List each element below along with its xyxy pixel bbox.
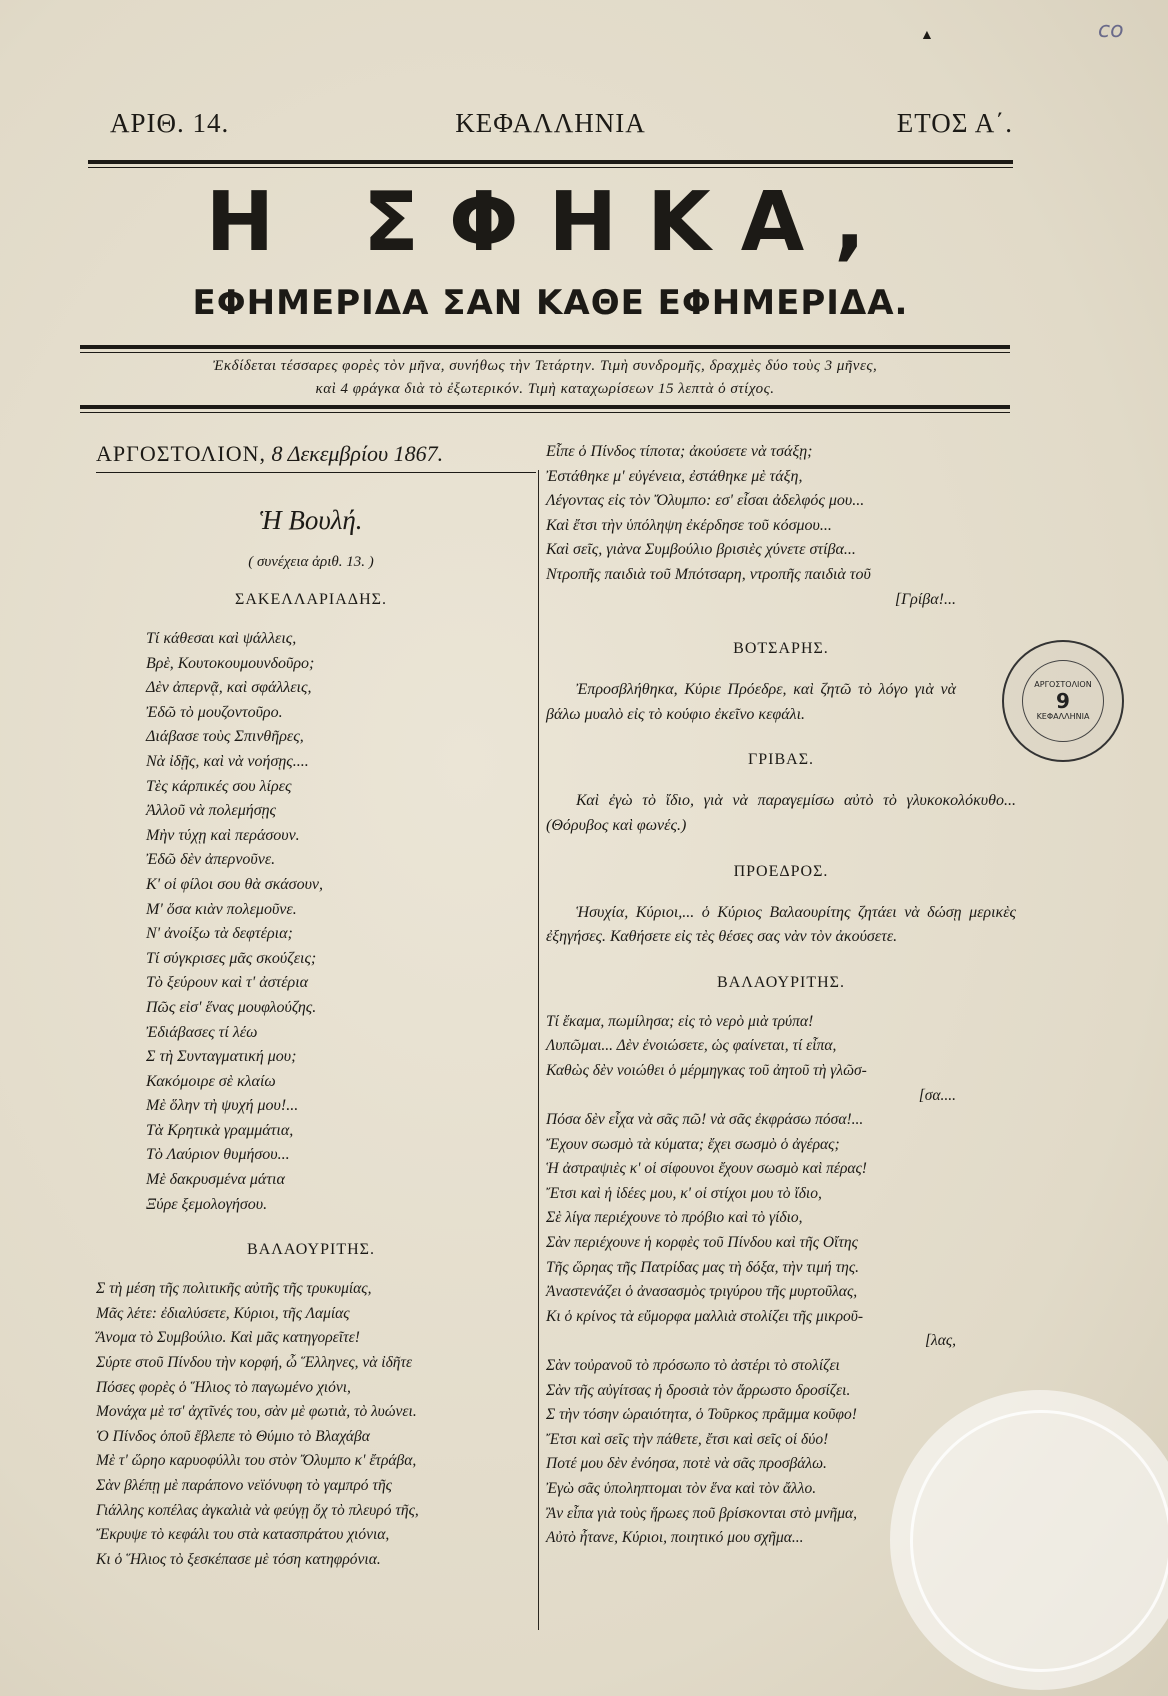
library-seal bbox=[890, 1390, 1168, 1690]
verse-line: [Γρίβα!... bbox=[894, 590, 956, 608]
notice-rule-top-thin bbox=[80, 352, 1010, 353]
stamp-line-2: 9 bbox=[1056, 689, 1070, 713]
verse-line: Βρὲ, Κουτοκουμουνδοῦρο; bbox=[146, 654, 315, 672]
speech-botsaris: Ἐπροσβλήθηκα, Κύριε Πρόεδρε, καὶ ζητῶ τὸ λόγο γιὰ νὰ βάλω μυαλὸ εἰς τὸ κούφιο ἐκεῖνο κεφάλι. bbox=[546, 681, 956, 723]
speaker-valaoritis-right: ΒΑΛΑΟΥΡΙΤΗΣ. bbox=[717, 973, 845, 991]
verse-line: Ἡ ἀστραψιὲς κ' οἱ σίφουνοι ἔχουν σωσμὸ καὶ πέρας! bbox=[546, 1160, 867, 1178]
notice-line-1: Ἐκδίδεται τέσσαρες φορὲς τὸν μῆνα, συνήθως τὴν Τετάρτην. Τιμὴ συνδρομῆς, δραχμὲς δύο τοὺς 3 μῆνες, bbox=[212, 358, 878, 374]
postal-stamp bbox=[1002, 640, 1124, 762]
verse-line: Πῶς εἰσ' ἕνας μουφλούζης. bbox=[146, 998, 317, 1016]
speaker-grivas: ΓΡΙΒΑΣ. bbox=[747, 751, 814, 769]
verse-line: Τὲς κάρπικές σου λίρες bbox=[146, 777, 292, 795]
column-divider bbox=[538, 470, 539, 1630]
verse-line: Κι ὁ Ἥλιος τὸ ξεσκέπασε μὲ τόση κατηφρόνια. bbox=[96, 1550, 381, 1568]
verse-line: Λέγοντας εἰς τὸν Ὄλυμπο: εσ' εἶσαι ἀδελφός μου... bbox=[546, 492, 865, 510]
notice-rule-top bbox=[80, 345, 1010, 349]
verse-line: Ἐδῶ δὲν ἀπερνοῦνε. bbox=[146, 851, 276, 869]
verse-line: Σύρτε στοῦ Πίνδου τὴν κορφή, ὦ Ἕλληνες, νὰ ἰδῆτε bbox=[96, 1354, 413, 1372]
verse-line: Ἄνομα τὸ Συμβούλιο. Καὶ μᾶς κατηγορεῖτε! bbox=[96, 1329, 360, 1347]
speaker-botsaris: ΒΟΤΣΑΡΗΣ. bbox=[733, 640, 829, 658]
verse-line: Ἐστάθηκε μ' εὐγένεια, ἐστάθηκε μὲ τάξη, bbox=[546, 467, 803, 485]
verse-line: Κι ὁ κρίνος τὰ εὔμορφα μαλλιὰ στολίζει τῆς μικροῦ- bbox=[546, 1307, 864, 1325]
verse-line: Τὸ ξεύρουν καὶ τ' ἀστέρια bbox=[146, 974, 309, 992]
verse-line: Κ' οἱ φίλοι σου θὰ σκάσουν, bbox=[146, 875, 324, 893]
speaker-valaoritis: ΒΑΛΑΟΥΡΙΤΗΣ. bbox=[247, 1241, 375, 1259]
subscription-notice bbox=[80, 355, 1010, 401]
newspaper-subtitle: ΕΦΗΜΕΡΙΔΑ ΣΑΝ ΚΑΘΕ ΕΦΗΜΕΡΙΔΑ. bbox=[192, 283, 909, 323]
verse-valaoritis-left bbox=[96, 1277, 526, 1572]
ink-dot: ▲ bbox=[920, 28, 934, 43]
verse-line: [λας, bbox=[924, 1332, 956, 1350]
verse-line: Ἐδιάβασες τί λέω bbox=[146, 1023, 258, 1041]
speech-proedros: Ἡσυχία, Κύριοι,... ὁ Κύριος Βαλαουρίτης ζητάει νὰ δώσῃ μερικὲς ἐξηγήσες. Καθήσετε εἰς τὲς θέσες σας νὰν τὸν ἀκούσετε. bbox=[546, 903, 1016, 946]
verse-line: Ἐγὼ σᾶς ὑποληπτομαι τὸν ἕνα καὶ τὸν ἄλλο. bbox=[546, 1480, 817, 1497]
verse-line: Τί ἔκαμα, πωμίλησα; εἰς τὸ νερὸ μιὰ τρύπα! bbox=[546, 1012, 814, 1030]
verse-line: Μὴν τύχῃ καὶ περάσουν. bbox=[146, 826, 300, 844]
verse-line: Τὸ Λαύριον θυμήσου... bbox=[146, 1146, 290, 1164]
verse-line: Πόσες φορὲς ὁ Ἥλιος τὸ παγωμένο χιόνι, bbox=[96, 1378, 351, 1396]
verse-line: Ἔχουν σωσμὸ τὰ κύματα; ἔχει σωσμὸ ὁ ἀγέρας; bbox=[546, 1135, 840, 1153]
verse-line: Καὶ ἔτσι τὴν ὑπόληψη ἐκέρδησε τοῦ κόσμου... bbox=[546, 516, 832, 534]
notice-rule-bottom bbox=[80, 405, 1010, 409]
masthead-rule-top-thin bbox=[88, 167, 1013, 168]
verse-line: Ὁ Πίνδος ὁποῦ ἔβλεπε τὸ Θύμιο τὸ Βλαχάβα bbox=[96, 1427, 370, 1445]
verse-line: Ἔτσι καὶ ἡ ἰδέες μου, κ' οἱ στίχοι μου τὸ ἴδιο, bbox=[546, 1184, 822, 1202]
verse-line: Ἔτσι καὶ σεῖς τὴν πάθετε, ἔτσι καὶ σεῖς οἱ δύο! bbox=[546, 1430, 829, 1448]
notice-line-2: καὶ 4 φράγκα διὰ τὸ ἐξωτερικόν. Τιμὴ καταχωρίσεων 15 λεπτὰ ὁ στίχος. bbox=[315, 381, 775, 397]
postal-stamp-inner bbox=[1022, 660, 1104, 742]
publication-place: ΚΕΦΑΛΛΗΝΙΑ bbox=[455, 108, 646, 138]
verse-line: Σ τὴ Συνταγματική μου; bbox=[146, 1048, 297, 1066]
verse-line: Σὰν βλέπῃ μὲ παράπονο νεϊόνυφη τὸ γαμπρό τῆς bbox=[96, 1477, 392, 1494]
verse-line: Γιάλλης κοπέλας ἀγκαλιὰ νὰ φεύγῃ ὄχ τὸ πλευρό τῆς, bbox=[96, 1501, 419, 1519]
notice-rule-bottom-thin bbox=[80, 412, 1010, 413]
verse-line: Ἔκρυψε τὸ κεφάλι του στὰ κατασπράτου χιόνια, bbox=[96, 1526, 390, 1544]
stamp-line-1: ΑΡΓΟΣΤΟΛΙΟΝ bbox=[1034, 680, 1092, 689]
verse-line: Αὐτὸ ἦτανε, Κύριοι, ποιητικό μου σχῆμα... bbox=[546, 1529, 804, 1547]
verse-line: Νὰ ἰδῇς, καὶ νὰ νοήσῃς.... bbox=[146, 752, 309, 770]
verse-line: Σὰν τῆς αὐγίτσας ἡ δροσιὰ τὸν ἄρρωστο δροσίζει. bbox=[546, 1381, 851, 1399]
left-column bbox=[96, 440, 526, 1572]
right-column bbox=[546, 440, 1016, 1551]
continuation-note: ( συνέχεια ἀριθ. 13. ) bbox=[248, 554, 374, 570]
verse-line: Τί σύγκρισες μᾶς σκούζεις; bbox=[146, 949, 317, 967]
verse-line: Καθὼς δὲν νοιώθει ὁ μέρμηγκας τοῦ ἀητοῦ τὴ γλῶσ- bbox=[546, 1061, 867, 1079]
verse-line: Διάβασε τοὺς Σπινθῆρες, bbox=[146, 728, 304, 746]
verse-line: Μὲ ὅλην τὴ ψυχή μου!... bbox=[146, 1097, 299, 1115]
corner-annotation: co bbox=[1098, 18, 1124, 43]
verse-sakellariadis bbox=[96, 627, 526, 1217]
verse-line: Σὰν περιέχουνε ἡ κορφὲς τοῦ Πίνδου καὶ τῆς Οἴτης bbox=[546, 1234, 858, 1252]
speech-grivas: Καὶ ἐγὼ τὸ ἴδιο, γιὰ νὰ παραγεμίσω αὐτὸ τὸ γλυκοκολόκυθο... (Θόρυβος καὶ φωνές.) bbox=[546, 792, 1016, 834]
speaker-sakellariadis: ΣΑΚΕΛΛΑΡΙΑΔΗΣ. bbox=[235, 591, 387, 608]
verse-line: Λυπῶμαι... Δὲν ἐνοιώσετε, ὡς φαίνεται, τί εἶπα, bbox=[546, 1037, 837, 1055]
verse-line: Πόσα δὲν εἶχα νὰ σᾶς πῶ! νὰ σᾶς ἐκφράσω πόσα!... bbox=[546, 1111, 864, 1129]
issue-number: ΑΡΙΘ. 14. bbox=[110, 108, 230, 138]
verse-line: Μὲ τ' ὥρηο καρυοφύλλι του στὸν Ὄλυμπο κ' ἔτράβα, bbox=[96, 1452, 417, 1470]
verse-line: Ν' ἀνοίξω τὰ δεφτέρια; bbox=[146, 925, 293, 943]
dateline bbox=[96, 440, 526, 468]
verse-line: Ἀναστενάζει ὁ ἀνασασμὸς τριγύρου τῆς μυρτοῦλας, bbox=[546, 1283, 858, 1301]
verse-line: Εἶπε ὁ Πίνδος τίποτα; ἀκούσετε νὰ τσάξῃ; bbox=[546, 443, 813, 460]
verse-line: Ποτέ μου δὲν ἐνόησα, ποτὲ νὰ σᾶς προσβάλω. bbox=[546, 1455, 827, 1473]
verse-line: Σὲ λίγα περιέχουνε τὸ πρόβιο καὶ τὸ γίδιο, bbox=[546, 1209, 803, 1227]
verse-line: Σ τὴ μέση τῆς πολιτικῆς αὐτῆς τῆς τρυκυμίας, bbox=[96, 1280, 372, 1298]
verse-line: Ντροπῆς παιδιὰ τοῦ Μπότσαρη, ντροπῆς παιδιὰ τοῦ bbox=[546, 565, 871, 583]
speaker-proedros: ΠΡΟΕΔΡΟΣ. bbox=[733, 862, 829, 880]
library-seal-ring bbox=[910, 1410, 1168, 1672]
verse-line: Τί κάθεσαι καὶ ψάλλεις, bbox=[146, 630, 297, 647]
verse-line: Μονάχα μὲ τσ' ἀχτῖνές του, σὰν μὲ φωτιὰ, τὸ λυώνει. bbox=[96, 1403, 417, 1421]
stamp-line-3: ΚΕΦΑΛΛΗΝΙΑ bbox=[1036, 712, 1090, 721]
verse-line: Μᾶς λέτε: ἐδιαλύσετε, Κύριοι, τῆς Λαμίας bbox=[96, 1304, 350, 1322]
newspaper-title: Η ΣΦΗΚΑ, bbox=[205, 175, 896, 270]
dateline-city: ΑΡΓΟΣΤΟΛΙΟΝ, bbox=[96, 441, 266, 466]
verse-line: Ἐδῶ τὸ μουζοντοῦρο. bbox=[146, 703, 283, 721]
verse-line: Σὰν τοὐρανοῦ τὸ πρόσωπο τὸ ἀστέρι τὸ στολίζει bbox=[546, 1357, 840, 1375]
verse-line: Τὰ Κρητικὰ γραμμάτια, bbox=[146, 1121, 294, 1139]
verse-pindos bbox=[546, 440, 1016, 612]
section-title: Ἡ Βουλή. bbox=[259, 505, 363, 535]
masthead-top-row bbox=[88, 108, 1013, 148]
verse-line: Μὲ δακρυσμένα μάτια bbox=[146, 1171, 285, 1189]
masthead-rule-top bbox=[88, 160, 1013, 164]
dateline-date: 8 Δεκεμβρίου 1867. bbox=[271, 441, 444, 466]
publication-year: ΕΤΟΣ Α΄. bbox=[896, 108, 1013, 138]
verse-line: Καὶ σεῖς, γιὰνα Συμβούλιο βρισιὲς χύνετε στίβα... bbox=[546, 541, 856, 559]
verse-line: Ἀλλοῦ νὰ πολεμήσῃς bbox=[146, 802, 277, 820]
verse-line: Σ τὴν τόσην ὡραιότητα, ὁ Τοῦρκος πρᾶμμα κοῦφο! bbox=[546, 1406, 857, 1424]
verse-line: Μ' ὅσα κιὰν πολεμοῦνε. bbox=[146, 900, 297, 918]
verse-line: Ξύρε ξεμολογήσου. bbox=[146, 1195, 268, 1213]
verse-line: Δὲν ἀπερνᾷ, καὶ σφάλλεις, bbox=[146, 679, 312, 697]
verse-line: Ἂν εἶπα γιὰ τοὺς ἥρωες ποῦ βρίσκονται στὸ μνῆμα, bbox=[546, 1504, 858, 1522]
dateline-rule bbox=[96, 472, 536, 473]
verse-line: Κακόμοιρε σὲ κλαίω bbox=[146, 1072, 276, 1090]
verse-line: [σα.... bbox=[918, 1086, 956, 1104]
verse-line: Τῆς ὥρηας τῆς Πατρίδας μας τὴ δόξα, τὴν τιμή της. bbox=[546, 1258, 859, 1276]
